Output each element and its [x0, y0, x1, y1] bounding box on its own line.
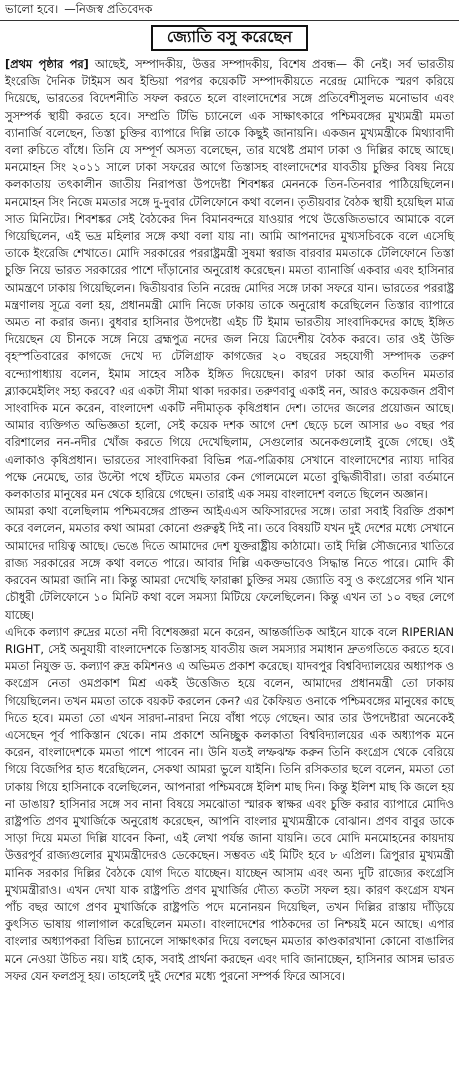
- headline: জ্যোতি বসু করেছেন: [151, 25, 308, 51]
- continuation-tag: [প্রথম পৃষ্ঠার পর]: [5, 58, 89, 71]
- paragraph-2: আমরা কথা বলেছিলাম পশ্চিমবঙ্গের প্রাক্তন আইএএস অফিসারদের সঙ্গে। তারা সবাই বিরক্তি প্রকাশ করে বললেন, মমতার কথা আমরা কোনো গুরুত্বই দিই না। তবে বিষয়টি যখন দুই দেশের মধ্যে সেখানে আমাদের দায়িত্ব আছে। ভেঙে দিতে আমাদের দেশ যুক্তরাষ্ট্রীয় কাঠামো। তাই দিল্লি সৌজন্যের খাতিরে রাজ্য সরকারের সঙ্গে কথা বলতে পারে। আবার দিল্লি একক্তভাবেও সিদ্ধান্ত নিতে পারে। মোদি কী করবেন আমরা জানি না। কিন্তু আমরা দেখেছি ফারাক্কা চুক্তির সময় জ্যোতি বসু ও কংগ্রেসের গনি খান চৌধুরী টেলিফোনে ১০ মিনিট কথা বলে সমস্যা মিটিয়ে ফেলেছিলেন। কিন্তু এখন তা ১০ বছর লেগে যাচ্ছে।: [5, 505, 454, 622]
- previous-article-text: ভালো হবে।: [5, 2, 59, 16]
- paragraph-1: [5, 56, 454, 503]
- previous-article-tail: [5, 1, 454, 18]
- article-body: [5, 56, 454, 985]
- paragraph-1-text: আছেই, সম্পাদকীয়, উত্তর সম্পাদকীয়, বিশেষ প্রবন্ধ— কী নেই। সর্ব ভারতীয় ইংরেজি দৈনিক টাইমস অব ইন্ডিয়া পরপর কয়েকটি সম্পাদকীয়তে নরেন্দ্র মোদিকে স্মরণ করিয়ে দিয়েছে, ভারতের বিদেশনীতি সফল করতে হলে বাংলাদেশের সঙ্গে প্রতিবেশীসুলভ মনোভাব এবং সুসম্পর্ক স্থায়ী করতে হবে। সম্প্রতি টিভি চ্যানেলে এক সাক্ষাৎকারে পশ্চিমবঙ্গের মুখ্যমন্ত্রী মমতা ব্যানার্জি বলেছেন, তিস্তা চুক্তির ব্যাপারে দিল্লি তাকে কিছুই জানায়নি। একজন মুখ্যমন্ত্রীকে মিথ্যাবাদী বলা রুচিতে বাঁধে। তিনি যে সম্পূর্ণ অসত্য বলেছেন, তার যথেষ্ট প্রমাণ ঢাকা ও দিল্লির কাছে আছে। মনমোহন সিং ২০১১ সালে ঢাকা সফরের আগে তিস্তাসহ বাংলাদেশের যাবতীয় চুক্তির বিষয় নিয়ে কলকাতায় তৎকালীন জাতীয় নিরাপত্তা উপদেষ্টা শিবশঙ্কর মেননকে তিন-তিনবার পাঠিয়েছিলেন। মনমোহন সিং নিজে মমতার সঙ্গে দু-দুবার টেলিফোনে কথা বলেন। তৃতীয়বার বৈঠক স্থায়ী হয়েছিল মাত্র সাত মিনিটের। শিবশঙ্কর সেই বৈঠকের দিন বিমানবন্দরে যাওয়ার পথে উত্তেজিতভাবে আমাকে বলে গিয়েছিলেন, এই ভদ্র মহিলার সঙ্গে কথা বলা যায় না। আমি আপনাদের মুখ্যসচিবকে বলে এসেছি তাকে ইংরেজি শেখাতে। মোদি সরকারের পররাষ্ট্রমন্ত্রী সুষমা স্বরাজ বারবার মমতাকে টেলিফোনে তিস্তা চুক্তি নিয়ে ভারত সরকারের পাশে দাঁড়ানোর অনুরোধ করেছেন। মমতা ব্যানার্জি একবার এবং হাসিনার আমন্ত্রণে ঢাকায় গিয়েছিলেন। দ্বিতীয়বার তিনি নরেন্দ্র মোদির সঙ্গে ঢাকা সফরে যান। ভারতের পররাষ্ট্র মন্ত্রণালয় সূত্রে বলা হয়, প্রধানমন্ত্রী মোদি নিজে ঢাকায় তাকে অনুরোধ করেছিলেন তিস্তার ব্যাপারে অমত না করার জন্য। বুধবার হাসিনার উপদেষ্টা এইচ টি ইমাম ভারতীয় সাংবাদিকদের কাছে ইঙ্গিত দিয়েছেন যে চীনকে সঙ্গে নিয়ে ব্রহ্মপুত্র নদের জল নিয়ে ত্রিদেশীয় বৈঠক করবে। তার ওই উক্তি বৃহস্পতিবারের কাগজে দেখে দ্য টেলিগ্রাফ কাগজের ২০ বছরের সহযোগী সম্পাদক তরুণ বন্দ্যোপাধ্যায় বলেন, ইমাম সাহেব সঠিক ইঙ্গিত দিয়েছেন। কারণ ঢাকা আর কতদিন মমতার ব্ল্যাকমেইলিং সহ্য করবে? এর একটা সীমা থাকা দরকার। তরুণবাবু একাই নন, আরও কয়েকজন প্রবীণ সাংবাদিক মনে করেন, বাংলাদেশ একটি নদীমাতৃক কৃষিপ্রধান দেশ। তাদের জলের প্রয়োজন আছে। আমার ব্যক্তিগত অভিজ্ঞতা হলো, সেই কয়েক দশক আগে দেশ ছেড়ে চলে আসার ৬০ বছর পর বরিশালের নন-নদীর খোঁজ করতে গিয়ে দেখেছিলাম, সেগুলোর অনেকগুলোই বুজে গেছে। ওই এলাকাও কৃষিপ্রধান। ভারতের সাংবাদিকরা বিভিন্ন পত্র-পত্রিকায় সেখানে বাংলাদেশের ন্যায্য দাবির পক্ষে নেমেছে, তার উল্টো পথে হাঁটতে মমতার কেন গোলমেলে মতো বুদ্ধিজীবীরা। তারা বর্তমানে কলকাতার মানুষের মন থেকে হারিয়ে গেছেন। তারাই এক সময় বাংলাদেশ বলতে ছিলেন অজ্ঞান।: [5, 58, 454, 502]
- headline-box: [5, 21, 454, 56]
- byline: —নিজস্ব প্রতিবেদক: [64, 2, 153, 16]
- paragraph-3: এদিকে কল্যাণ রুদ্রের মতো নদী বিশেষজ্ঞরা মনে করেন, আন্তর্জাতিক আইনে যাকে বলে RIPERIAN RIGHT, সেই অনুযায়ী বাংলাদেশকে তিস্তাসহ যাবতীয় জল সমস্যার সমাধান দ্রুতগতিতে করতে হবে। মমতা নিযুক্ত ড. কল্যাণ রুদ্র কমিশনও এ অভিমত প্রকাশ করেছে। যাদবপুর বিশ্ববিদ্যালয়ের অধ্যাপক ও কংগ্রেস নেতা ওমপ্রকাশ মিশ্র একই উত্তেজিত হয়ে বলেন, আমাদের প্রধানমন্ত্রী তো ঢাকায় গিয়েছিলেন। তখন মমতা তাকে বয়কট করলেন কেন? এর কৈফিয়ত ওনাকে পশ্চিমবঙ্গের মানুষের কাছে দিতে হবে। মমতা তো এখন সারদা-নারদা নিয়ে বাঁধা পড়ে গেছেন। আর তার উপদেষ্টারা অনেকেই এসেছেন পূর্ব পাকিস্তান থেকে। নাম প্রকাশে অনিচ্ছুক কলকাতা বিশ্ববিদ্যালয়ের এক অধ্যাপক মনে করেন, বাংলাদেশকে মমতা পাশে পাবেন না। উনি যতই লম্ফঝম্ফ করুন তিনি কংগ্রেস থেকে বেরিয়ে গিয়ে বিজেপির হাত ধরেছিলেন, সেকথা আমরা ভুলে যাইনি। তিনি রসিকতার ছলে বলেন, মমতা তো ঢাকায় গিয়ে হাসিনাকে বলেছিলেন, আপনারা পশ্চিমবঙ্গে ইলিশ মাছ দিন। কিন্তু ইলিশ মাছ কি জলে হয় না ডাঙায়? হাসিনার সঙ্গে সব নানা বিষয়ে সমঝোতা স্মারক স্বাক্ষর এবং চুক্তি করার ব্যাপারে মোদিও রাষ্ট্রপতি প্রণব মুখার্জিকে অনুরোধ করেছেন, আপনি বাংলার মুখ্যমন্ত্রীকে বোঝান। প্রণব বাবুর ডাকে সাড়া দিয়ে মমতা দিল্লি যাবেন কিনা, এই লেখা পর্যন্ত জানা যায়নি। তবে মোদি মনমোহনের কায়দায় উত্তরপূর্ব রাজ্যগুলোর মুখ্যমন্ত্রীদেরও ডেকেছেন। সম্ভবত এই মিটিং হবে ৮ এপ্রিল। ত্রিপুরার মুখ্যমন্ত্রী মানিক সরকার দিল্লির বৈঠকে যোগ দিতে যাচ্ছেন। যাচ্ছেন আসাম এবং অন্য দুটি রাজ্যের কংগ্রেসি মুখ্যমন্ত্রীরাও। এখন দেখা যাক রাষ্ট্রপতি প্রণব মুখার্জির দৌত্য কতটা সফল হয়। কারণ কংগ্রেস যখন পাঁচ বছর আগে প্রণব মুখার্জিকে রাষ্ট্রপতি পদে মনোনয়ন দিয়েছিল, তখন দিল্লির রাস্তায় দাঁড়িয়ে কুৎসিত ভাষায় গালাগাল করেছিলেন মমতা। বাংলাদেশের পাঠকদের তা নিশ্চয়ই মনে আছে। এপার বাংলার অধ্যাপকরা বিভিন্ন চ্যানেলে সাক্ষাৎকার দিয়ে বলছেন মমতার কাণ্ডকারখানা কোনো বাঙালির মনে নেওয়া উচিত নয়। যাই হোক, সবাই প্রার্থনা করছেন এবং দাবি জানাচ্ছেন, হাসিনার আসন্ন ভারত সফর যেন ফলপ্রসূ হয়। তাহলেই দুই দেশের মধ্যে পুরনো সম্পর্ক ফিরে আসবে।: [5, 625, 454, 983]
